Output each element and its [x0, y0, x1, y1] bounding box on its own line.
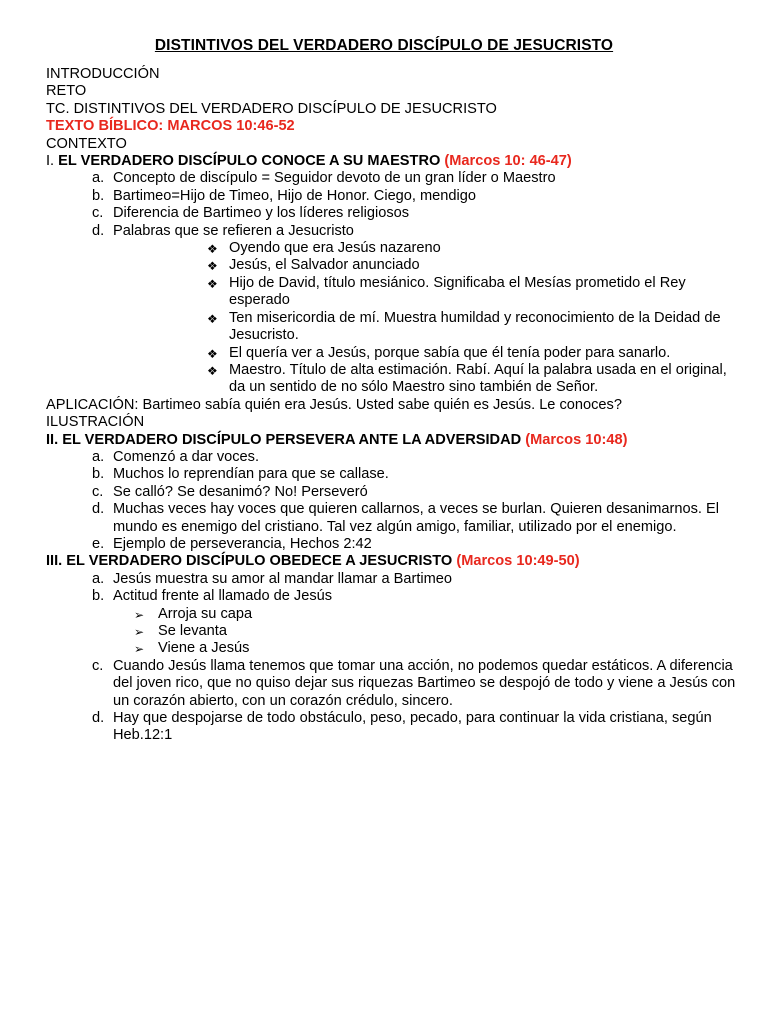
item-marker: b. — [92, 187, 105, 204]
item-text: Se calló? Se desanimó? No! Perseveró — [113, 483, 368, 500]
bullet-text: Hijo de David, título mesiánico. Significaba el Mesías prometido el Rey esperado — [229, 274, 686, 309]
arrow-bullet-item — [46, 606, 736, 623]
section-3-heading — [46, 553, 736, 570]
bullet-text: El quería ver a Jesús, porque sabía que él tenía poder para sanarlo. — [229, 344, 671, 361]
item-text: Jesús muestra su amor al mandar llamar a Bartimeo — [113, 570, 453, 587]
item-text: Muchas veces hay voces que quieren callarnos, a veces se burlan. Quieren desanimarnos. El mundo es enemigo del cristiano. Tal vez algún amigo, familiar, utilizado por el enemigo. — [113, 501, 719, 535]
item-marker: d. — [92, 710, 105, 727]
arrow-bullet-item — [46, 640, 736, 657]
diamond-bullet-icon: ❖ — [207, 311, 218, 326]
contexto-line: CONTEXTO — [46, 135, 127, 152]
diamond-bullet-icon: ❖ — [207, 276, 218, 291]
section-3-item — [46, 588, 736, 605]
item-marker: e. — [92, 535, 105, 552]
diamond-bullet-icon: ❖ — [207, 242, 218, 257]
diamond-bullet-item — [46, 257, 736, 274]
bullet-text: Maestro. Título de alta estimación. Rabí. Aquí la palabra usada en el original, da un sentido de no sólo Maestro sino también de Señor. — [229, 361, 727, 396]
section-2-item — [46, 466, 736, 483]
diamond-bullet-icon: ❖ — [207, 346, 218, 361]
section-3-reference: (Marcos 10:49-50) — [456, 553, 580, 570]
item-marker: c. — [92, 205, 104, 222]
item-text: Bartimeo=Hijo de Timeo, Hijo de Honor. Ciego, mendigo — [113, 187, 477, 204]
texto-biblico-line: TEXTO BÍBLICO: MARCOS 10:46-52 — [46, 118, 295, 135]
item-text: Hay que despojarse de todo obstáculo, peso, pecado, para continuar la vida cristiana, según Heb.12:1 — [113, 710, 712, 744]
bullet-text: Ten misericordia de mí. Muestra humildad y reconocimiento de la Deidad de Jesucristo. — [229, 309, 721, 344]
diamond-bullet-item — [46, 362, 736, 397]
item-marker: d. — [92, 501, 105, 518]
section-3-item — [46, 710, 736, 745]
item-text: Muchos lo reprendían para que se callase. — [113, 466, 389, 483]
document-title: DISTINTIVOS DEL VERDADERO DISCÍPULO DE JESUCRISTO — [154, 37, 614, 54]
item-marker: d. — [92, 222, 105, 239]
item-text: Diferencia de Bartimeo y los líderes religiosos — [113, 205, 410, 222]
item-marker: c. — [92, 657, 104, 674]
section-1-item — [46, 170, 736, 187]
bullet-text: Se levanta — [158, 623, 227, 639]
section-3-title: III. EL VERDADERO DISCÍPULO OBEDECE A JESUCRISTO — [46, 553, 457, 570]
tc-line: TC. DISTINTIVOS DEL VERDADERO DISCÍPULO DE JESUCRISTO — [46, 100, 497, 117]
section-2-item — [46, 501, 736, 536]
arrow-bullet-item — [46, 623, 736, 640]
item-marker: a. — [92, 570, 105, 587]
bullet-text: Jesús, el Salvador anunciado — [229, 257, 420, 274]
diamond-bullet-icon: ❖ — [207, 363, 218, 378]
section-2-heading — [46, 432, 736, 449]
section-2-title: II. EL VERDADERO DISCÍPULO PERSEVERA ANTE LA ADVERSIDAD — [46, 431, 526, 448]
section-1-reference: (Marcos 10: 46-47) — [444, 153, 572, 170]
diamond-bullet-item — [46, 310, 736, 345]
item-marker: a. — [92, 448, 105, 465]
diamond-bullet-item — [46, 345, 736, 362]
intro-line: INTRODUCCIÓN — [46, 66, 160, 82]
section-1-item — [46, 223, 736, 240]
reto-line: RETO — [46, 83, 87, 100]
section-2-item — [46, 536, 736, 553]
item-text: Ejemplo de perseverancia, Hechos 2:42 — [113, 535, 372, 552]
arrow-bullet-icon: ➢ — [134, 625, 145, 639]
item-marker: a. — [92, 170, 105, 187]
section-1-item — [46, 205, 736, 222]
bullet-text: Oyendo que era Jesús nazareno — [229, 240, 441, 257]
item-text: Comenzó a dar voces. — [113, 448, 260, 465]
aplicacion-line: APLICACIÓN: Bartimeo sabía quién era Jesús. Usted sabe quién es Jesús. Le conoces? — [46, 396, 622, 413]
section-2-reference: (Marcos 10:48) — [525, 431, 628, 448]
bullet-text: Arroja su capa — [158, 605, 253, 622]
section-2-item — [46, 449, 736, 466]
section-1-item — [46, 188, 736, 205]
item-text: Actitud frente al llamado de Jesús — [113, 588, 333, 605]
section-3-item — [46, 658, 736, 710]
document-body — [46, 66, 736, 745]
item-marker: b. — [92, 588, 105, 605]
arrow-bullet-icon: ➢ — [134, 607, 145, 622]
item-marker: c. — [92, 483, 104, 500]
item-text: Palabras que se refieren a Jesucristo — [113, 222, 354, 239]
section-3-item — [46, 571, 736, 588]
section-2-item — [46, 484, 736, 501]
item-text: Cuando Jesús llama tenemos que tomar una acción, no podemos quedar estáticos. A diferencia del joven rico, que no quiso dejar sus riquezas Bartimeo se despojó de todo y viene a Jesús con un corazón abierto, con un corazón crédulo, sincero. — [113, 657, 736, 709]
section-1-heading — [46, 153, 736, 170]
ilustracion-line: ILUSTRACIÓN — [46, 414, 145, 431]
item-text: Concepto de discípulo = Seguidor devoto de un gran líder o Maestro — [113, 170, 556, 187]
section-1-title: EL VERDADERO DISCÍPULO CONOCE A SU MAESTRO — [58, 153, 445, 170]
item-marker: b. — [92, 466, 105, 483]
diamond-bullet-item — [46, 240, 736, 257]
diamond-bullet-icon: ❖ — [207, 259, 218, 274]
section-1-number: I. — [46, 153, 59, 170]
bullet-text: Viene a Jesús — [158, 640, 250, 657]
arrow-bullet-icon: ➢ — [134, 642, 145, 657]
diamond-bullet-item — [46, 275, 736, 310]
